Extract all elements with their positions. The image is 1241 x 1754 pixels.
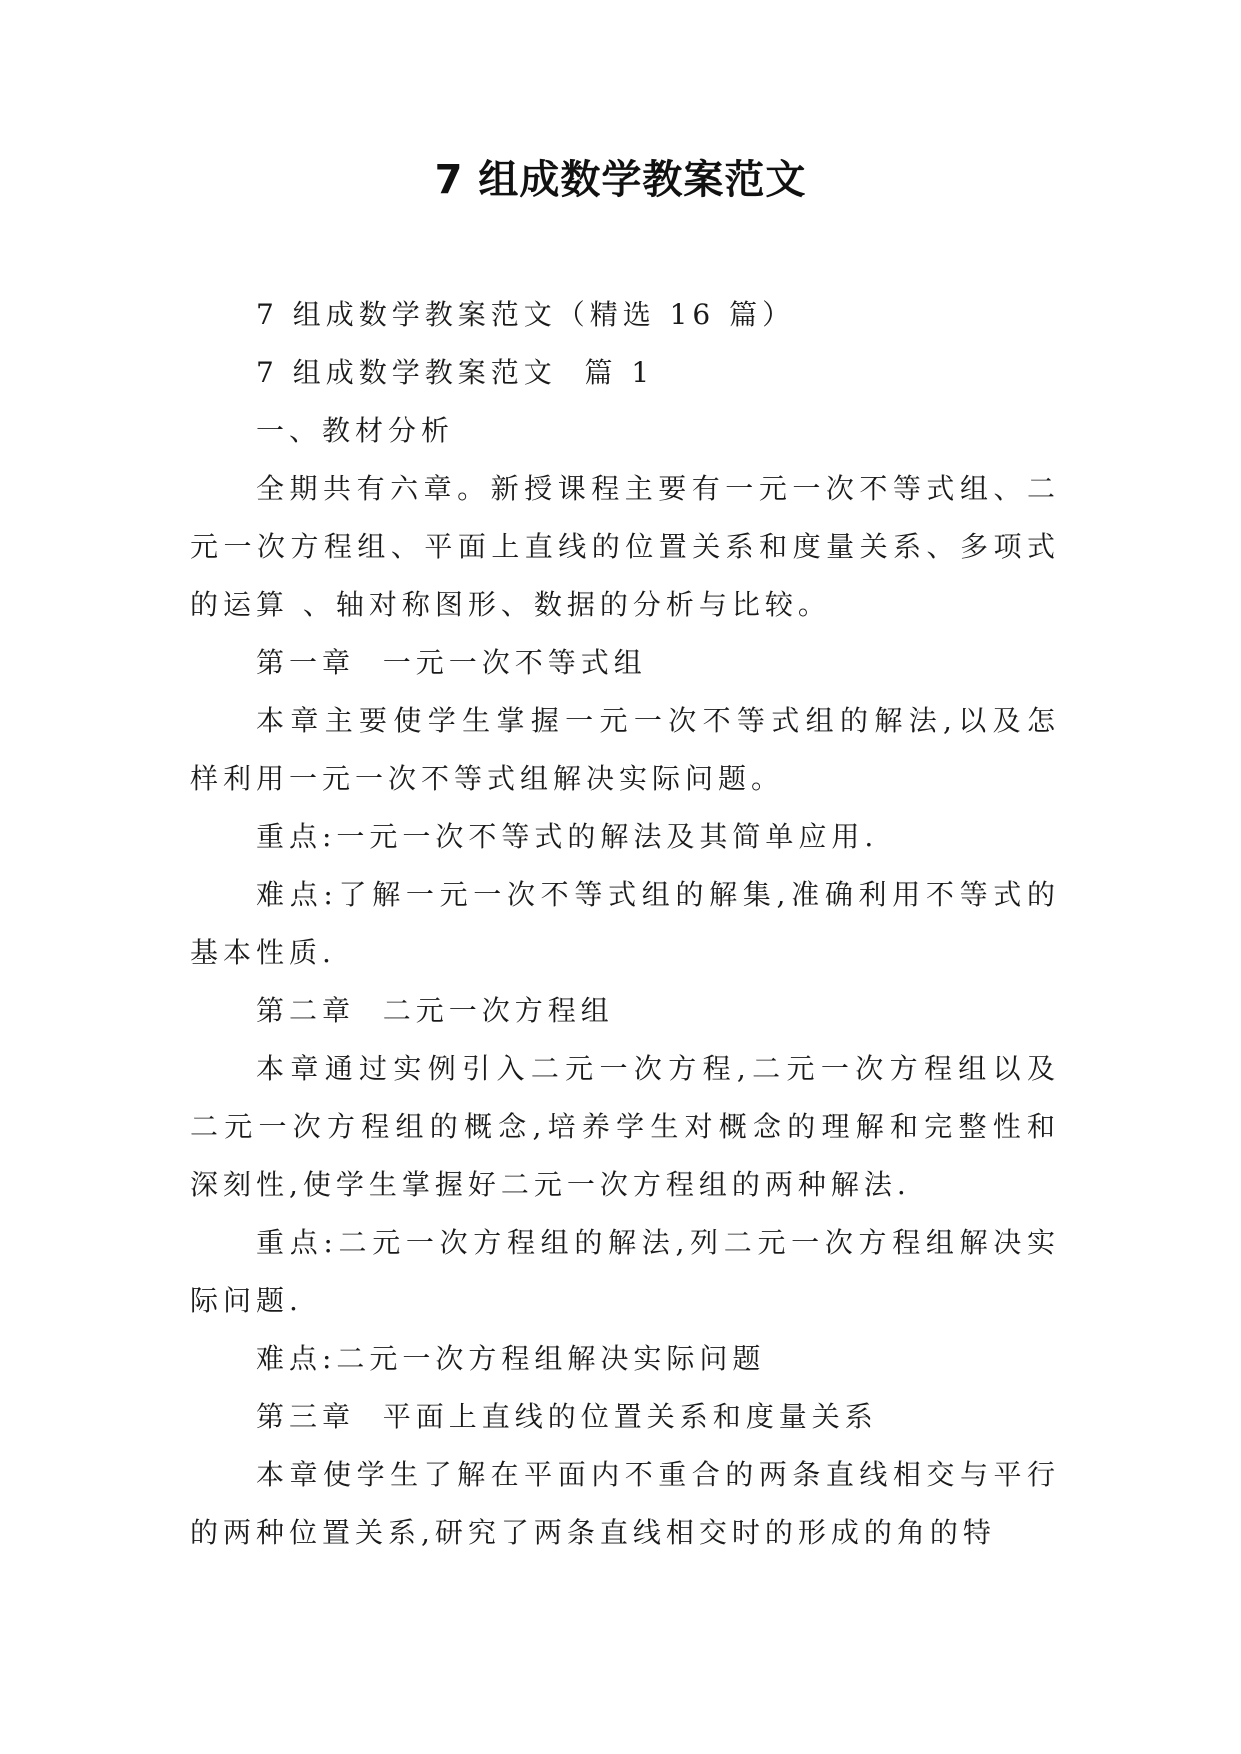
paragraph-heading-textbook-analysis: 一、教材分析 — [256, 414, 455, 447]
paragraph-chapter-2-difficulty: 难点:二元一次方程组解决实际问题 — [256, 1342, 766, 1375]
paragraph-section-heading: 7 组成数学教案范文 篇 1 — [256, 356, 655, 389]
paragraph-chapter-2-body: 本章通过实例引入二元一次方程,二元一次方程组以及二元一次方程组的概念,培养学生对概念的理解和完整性和深刻性,使学生掌握好二元一次方程组的两种解法. — [190, 1052, 1060, 1201]
paragraph-chapter-1-key-point: 重点:一元一次不等式的解法及其简单应用. — [256, 820, 879, 853]
paragraph-chapter-1-difficulty: 难点:了解一元一次不等式组的解集,准确利用不等式的基本性质. — [190, 878, 1060, 969]
document-title: 7 组成数学教案范文 — [434, 157, 807, 203]
paragraph-chapter-1-heading: 第一章 一元一次不等式组 — [256, 646, 647, 679]
paragraph-chapter-2-key-point: 重点:二元一次方程组的解法,列二元一次方程组解决实际问题. — [190, 1226, 1060, 1317]
paragraph-overview: 全期共有六章。新授课程主要有一元一次不等式组、二元一次方程组、平面上直线的位置关系和度量关系、多项式的运算 、轴对称图形、数据的分析与比较。 — [190, 472, 1060, 621]
paragraph-chapter-3-body: 本章使学生了解在平面内不重合的两条直线相交与平行的两种位置关系,研究了两条直线相交时的形成的角的特 — [190, 1458, 1060, 1549]
paragraph-chapter-2-heading: 第二章 二元一次方程组 — [256, 994, 614, 1027]
paragraph-subtitle: 7 组成数学教案范文（精选 16 篇） — [256, 298, 796, 331]
paragraph-chapter-1-body: 本章主要使学生掌握一元一次不等式组的解法,以及怎样利用一元一次不等式组解决实际问题。 — [190, 704, 1060, 795]
document-body — [190, 286, 1060, 1562]
paragraph-chapter-3-heading: 第三章 平面上直线的位置关系和度量关系 — [256, 1400, 878, 1433]
